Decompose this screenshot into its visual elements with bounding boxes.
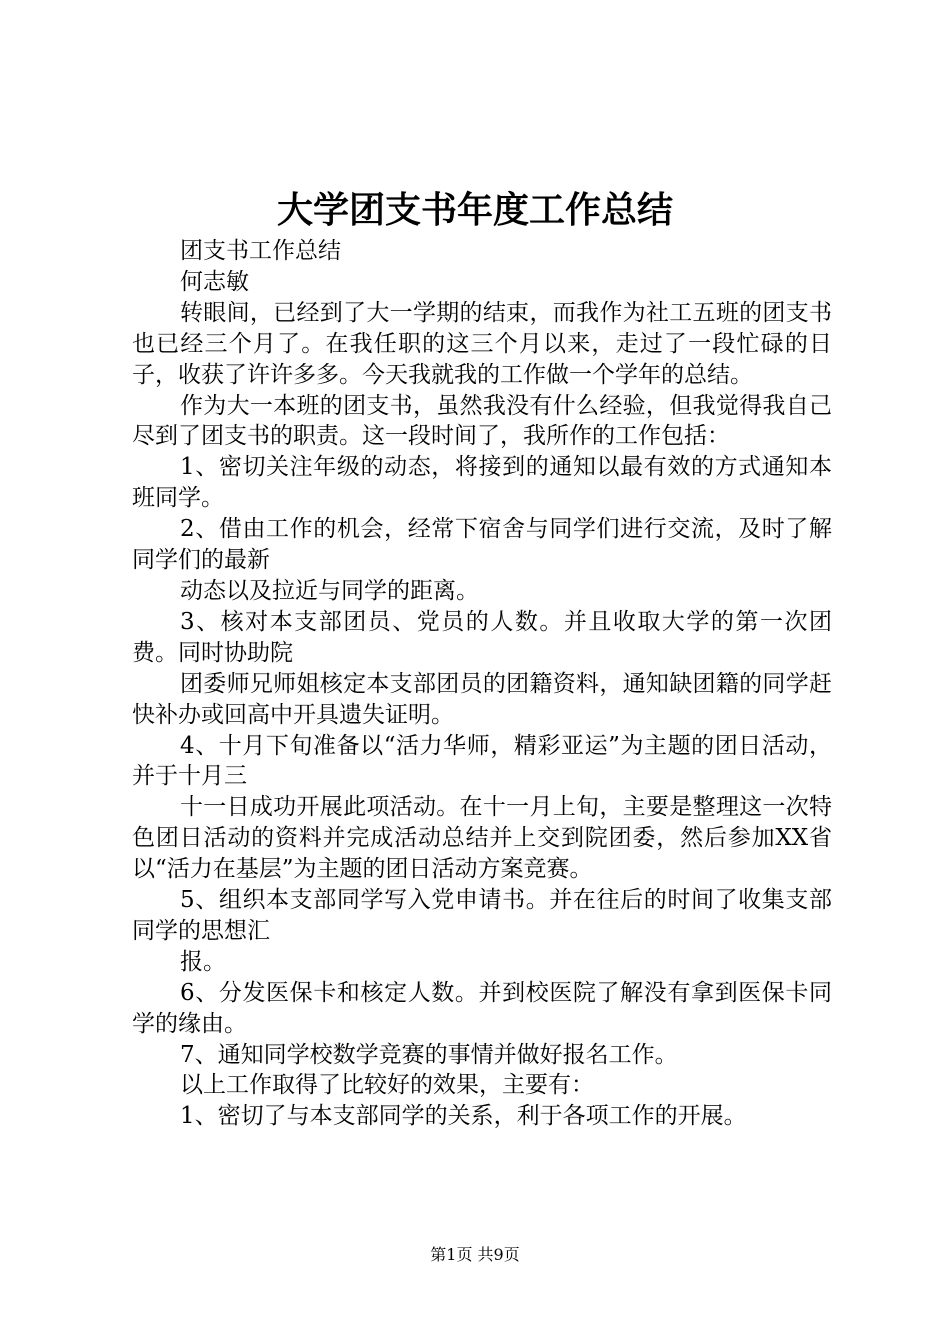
paragraph: 以上工作取得了比较好的效果，主要有： xyxy=(180,1072,594,1099)
paragraph: 转眼间，已经到了大一学期的结束，而我作为社工五班的团支书也已经三个月了。在我任职的这三个月以来，走过了一段忙碌的日子，收获了许许多多。今天我就我的工作做一个学年的总结。 xyxy=(132,299,832,388)
document-body xyxy=(132,236,832,1132)
paragraph-author: 何志敏 xyxy=(180,268,249,295)
paragraph-list-item: 3、核对本支部团员、党员的人数。并且收取大学的第一次团费。同时协助院 xyxy=(132,608,832,666)
paragraph-continuation: 动态以及拉近与同学的距离。 xyxy=(180,577,479,604)
paragraph-list-item: 7、通知同学校数学竞赛的事情并做好报名工作。 xyxy=(180,1041,678,1068)
paragraph-list-item: 5、组织本支部同学写入党申请书。并在往后的时间了收集支部同学的思想汇 xyxy=(132,887,832,944)
paragraph-list-item: 2、借由工作的机会，经常下宿舍与同学们进行交流，及时了解同学们的最新 xyxy=(132,516,832,574)
paragraph: 作为大一本班的团支书，虽然我没有什么经验，但我觉得我自己尽到了团支书的职责。这一段时间了，我所作的工作包括： xyxy=(132,392,832,450)
paragraph-list-item: 4、十月下旬准备以“活力华师，精彩亚运”为主题的团日活动，并于十月三 xyxy=(132,732,832,790)
paragraph-list-item: 6、分发医保卡和核定人数。并到校医院了解没有拿到医保卡同学的缘由。 xyxy=(132,979,832,1037)
paragraph-list-item: 1、密切了与本支部同学的关系，利于各项工作的开展。 xyxy=(180,1103,747,1130)
paragraph-continuation: 十一日成功开展此项活动。在十一月上旬，主要是整理这一次特色团日活动的资料并完成活动总结并上交到院团委，然后参加XX省以“活力在基层”为主题的团日活动方案竞赛。 xyxy=(132,794,832,883)
paragraph-heading: 团支书工作总结 xyxy=(180,238,341,264)
paragraph-continuation: 团委师兄师姐核定本支部团员的团籍资料，通知缺团籍的同学赶快补办或回高中开具遗失证明。 xyxy=(132,670,832,728)
paragraph-list-item: 1、密切关注年级的动态，将接到的通知以最有效的方式通知本班同学。 xyxy=(132,454,832,512)
document-title: 大学团支书年度工作总结 xyxy=(276,189,673,231)
paragraph-continuation: 报。 xyxy=(180,948,226,975)
page-number: 第1页 共9页 xyxy=(430,1245,520,1264)
